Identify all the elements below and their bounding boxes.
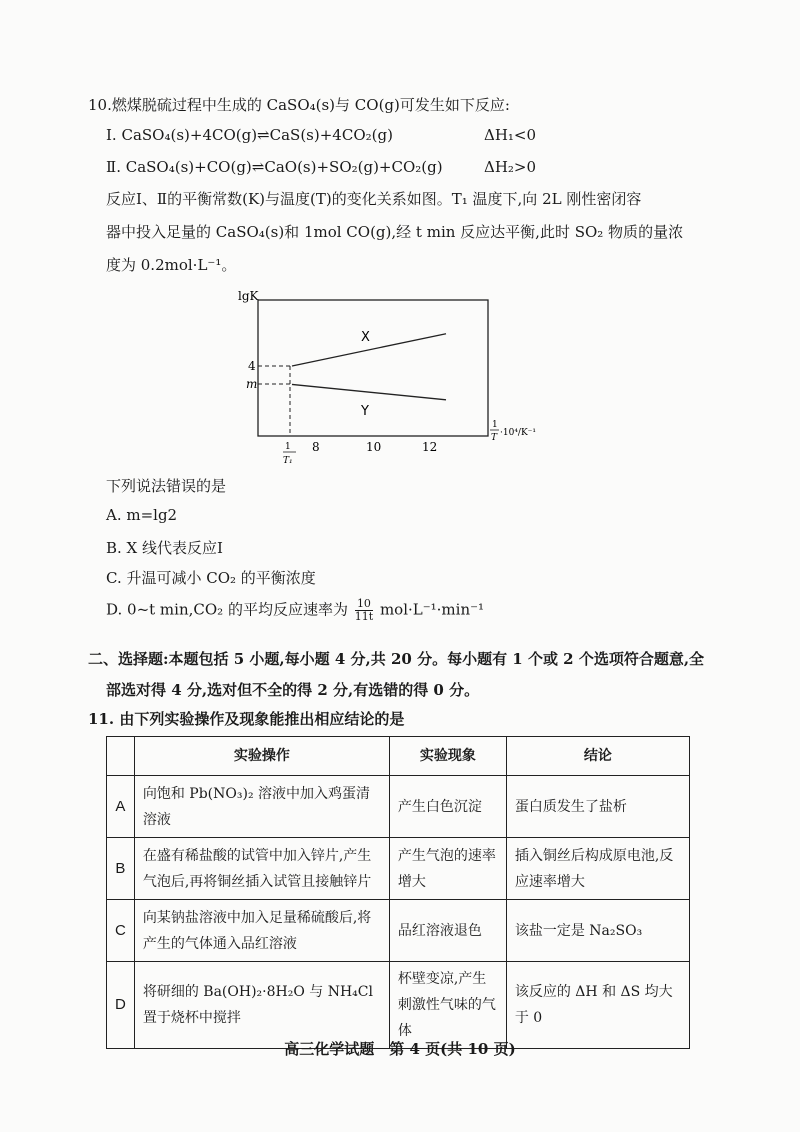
table-row bbox=[107, 900, 690, 962]
q10-dh1: ΔH₁<0 bbox=[484, 126, 537, 144]
row-operation: 向饱和 Pb(NO₃)₂ 溶液中加入鸡蛋清溶液 bbox=[134, 776, 389, 838]
fraction-denominator: 11t bbox=[354, 610, 374, 623]
row-conclusion: 该反应的 ΔH 和 ΔS 均大于 0 bbox=[506, 962, 689, 1049]
q11-stem: 11. 由下列实验操作及现象能推出相应结论的是 bbox=[88, 710, 405, 728]
q10-question: 下列说法错误的是 bbox=[106, 477, 227, 495]
header-conclusion: 结论 bbox=[506, 737, 689, 776]
series-y-line bbox=[292, 384, 446, 399]
x-tick-8: 8 bbox=[312, 440, 320, 454]
x-label-unit: ·10⁴/K⁻¹ bbox=[500, 428, 536, 438]
row-operation: 向某钠盐溶液中加入足量稀硫酸后,将产生的气体通入品红溶液 bbox=[134, 900, 389, 962]
row-conclusion: 插入铜丝后构成原电池,反应速率增大 bbox=[506, 838, 689, 900]
header-observation: 实验现象 bbox=[389, 737, 506, 776]
chart-ylabel: lgK bbox=[238, 289, 259, 303]
x-tick-12: 12 bbox=[422, 440, 438, 454]
row-observation: 品红溶液退色 bbox=[389, 900, 506, 962]
q10-desc-line-2: 器中投入足量的 CaSO₄(s)和 1mol CO(g),经 t min 反应达平衡,此时 SO₂ 物质的量浓 bbox=[106, 223, 684, 241]
x-tick-10: 10 bbox=[366, 440, 382, 454]
experiment-table bbox=[106, 736, 690, 1049]
table-row bbox=[107, 962, 690, 1049]
table-row bbox=[107, 838, 690, 900]
row-letter: A bbox=[107, 776, 135, 838]
q10-dh2: ΔH₂>0 bbox=[484, 158, 537, 176]
table-row bbox=[107, 776, 690, 838]
row-letter: C bbox=[107, 900, 135, 962]
lgk-chart bbox=[236, 286, 536, 466]
q10-option-d-prefix: D. 0~t min,CO₂ 的平均反应速率为 bbox=[106, 600, 348, 619]
x-label-num: 1 bbox=[492, 420, 498, 430]
row-observation: 产生气泡的速率增大 bbox=[389, 838, 506, 900]
t1-tick-num: 1 bbox=[285, 442, 291, 452]
header-letter bbox=[107, 737, 135, 776]
y-tick-4: 4 bbox=[248, 359, 256, 373]
q10-stem: 10.燃煤脱硫过程中生成的 CaSO₄(s)与 CO(g)可发生如下反应: bbox=[88, 96, 510, 114]
q10-reaction-2: Ⅱ. CaSO₄(s)+CO(g)⇌CaO(s)+SO₂(g)+CO₂(g) bbox=[106, 158, 443, 176]
series-y-label: Y bbox=[361, 404, 369, 419]
page-footer: 高三化学试题 第 4 页(共 10 页) bbox=[284, 1040, 516, 1058]
q10-option-c: C. 升温可减小 CO₂ 的平衡浓度 bbox=[106, 569, 316, 587]
row-observation: 杯壁变凉,产生刺激性气味的气体 bbox=[389, 962, 506, 1049]
row-letter: B bbox=[107, 838, 135, 900]
q10-option-b: B. X 线代表反应Ⅰ bbox=[106, 539, 223, 557]
q10-desc-line-1: 反应Ⅰ、Ⅱ的平衡常数(K)与温度(T)的变化关系如图。T₁ 温度下,向 2L 刚性密闭容 bbox=[106, 190, 642, 208]
row-operation: 在盛有稀盐酸的试管中加入锌片,产生气泡后,再将铜丝插入试管且接触锌片 bbox=[134, 838, 389, 900]
t1-tick-den: T₁ bbox=[283, 456, 293, 466]
x-label-den: T bbox=[491, 433, 498, 443]
q10-option-d bbox=[106, 598, 484, 623]
y-tick-m: m bbox=[246, 377, 258, 391]
q10-option-d-fraction bbox=[355, 598, 373, 623]
chart-frame bbox=[258, 300, 488, 436]
row-letter: D bbox=[107, 962, 135, 1049]
row-observation: 产生白色沉淀 bbox=[389, 776, 506, 838]
section2-line-1: 二、选择题:本题包括 5 小题,每小题 4 分,共 20 分。每小题有 1 个或 2 个选项符合题意,全 bbox=[88, 650, 705, 668]
q10-option-d-suffix: mol·L⁻¹·min⁻¹ bbox=[379, 600, 485, 619]
q10-reaction-1: Ⅰ. CaSO₄(s)+4CO(g)⇌CaS(s)+4CO₂(g) bbox=[106, 126, 393, 144]
section2-line-2: 部选对得 4 分,选对但不全的得 2 分,有选错的得 0 分。 bbox=[106, 681, 480, 699]
row-operation: 将研细的 Ba(OH)₂·8H₂O 与 NH₄Cl 置于烧杯中搅拌 bbox=[134, 962, 389, 1049]
row-conclusion: 蛋白质发生了盐析 bbox=[506, 776, 689, 838]
fraction-numerator: 10 bbox=[355, 598, 373, 611]
row-conclusion: 该盐一定是 Na₂SO₃ bbox=[506, 900, 689, 962]
q10-option-a: A. m=lg2 bbox=[106, 506, 178, 524]
table-header-row bbox=[107, 737, 690, 776]
header-operation: 实验操作 bbox=[134, 737, 389, 776]
q10-desc-line-3: 度为 0.2mol·L⁻¹。 bbox=[106, 256, 237, 274]
series-x-label: X bbox=[361, 330, 370, 345]
